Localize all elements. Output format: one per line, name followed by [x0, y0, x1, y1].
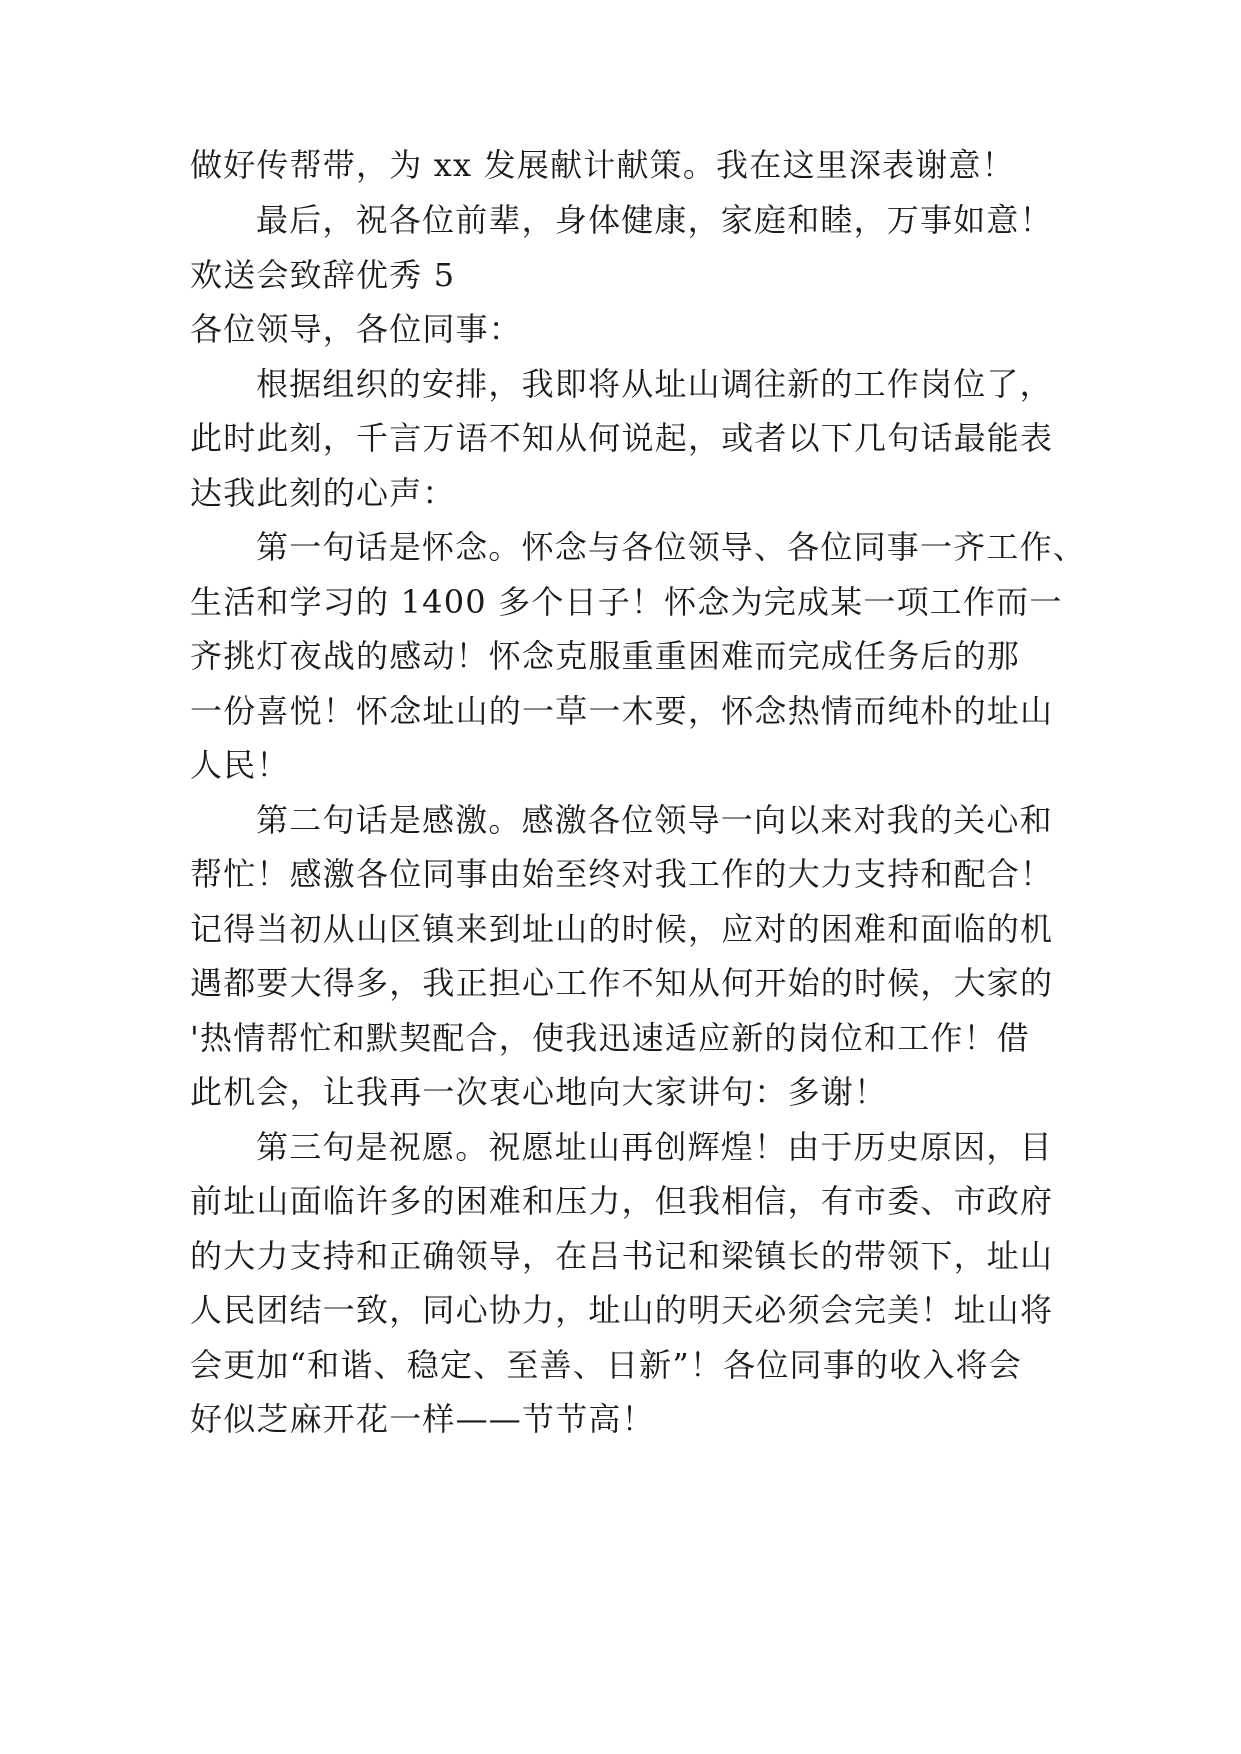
- paragraph-2-line: 齐挑灯夜战的感动！怀念克服重重困难而完成任务后的那: [190, 637, 1021, 675]
- paragraph-1-line: 达我此刻的心声：: [190, 474, 456, 512]
- paragraph-3-line: '热情帮忙和默契配合，使我迅速适应新的岗位和工作！借: [190, 1019, 1030, 1057]
- paragraph-3-line: 遇都要大得多，我正担心工作不知从何开始的时候，大家的: [190, 964, 1054, 1002]
- salutation-line: 各位领导，各位同事：: [190, 310, 523, 348]
- paragraph-3-line: 第二句话是感激。感激各位领导一向以来对我的关心和: [256, 801, 1053, 839]
- paragraph-1-line: 此时此刻，千言万语不知从何说起，或者以下几句话最能表: [190, 419, 1054, 457]
- section-heading: 欢送会致辞优秀 5: [190, 256, 456, 294]
- paragraph-3-line: 记得当初从山区镇来到址山的时候，应对的困难和面临的机: [190, 910, 1054, 948]
- paragraph-2-line: 第一句话是怀念。怀念与各位领导、各位同事一齐工作、: [256, 528, 1087, 566]
- paragraph-4-line: 会更加“和谐、稳定、至善、日新”！各位同事的收入将会: [190, 1346, 1022, 1384]
- paragraph-4-line: 前址山面临许多的困难和压力，但我相信，有市委、市政府: [190, 1182, 1054, 1220]
- paragraph-1-line: 根据组织的安排，我即将从址山调往新的工作岗位了，: [256, 365, 1053, 403]
- closing-wishes-line: 最后，祝各位前辈，身体健康，家庭和睦，万事如意！: [256, 201, 1053, 239]
- paragraph-4-line: 人民团结一致，同心协力，址山的明天必须会完美！址山将: [190, 1291, 1054, 1329]
- paragraph-2-line: 生活和学习的 1400 多个日子！怀念为完成某一项工作而一: [190, 583, 1063, 621]
- paragraph-4-line: 好似芝麻开花一样——节节高！: [190, 1400, 655, 1438]
- body-text-line: 做好传帮带，为 xx 发展献计献策。我在这里深表谢意！: [190, 146, 1015, 184]
- paragraph-2-line: 一份喜悦！怀念址山的一草一木要，怀念热情而纯朴的址山: [190, 692, 1054, 730]
- paragraph-2-line: 人民！: [190, 746, 290, 784]
- paragraph-4-line: 的大力支持和正确领导，在吕书记和梁镇长的带领下，址山: [190, 1237, 1054, 1275]
- paragraph-4-line: 第三句是祝愿。祝愿址山再创辉煌！由于历史原因，目: [256, 1128, 1053, 1166]
- paragraph-3-line: 帮忙！感激各位同事由始至终对我工作的大力支持和配合！: [190, 855, 1054, 893]
- paragraph-3-line: 此机会，让我再一次衷心地向大家讲句：多谢！: [190, 1073, 888, 1111]
